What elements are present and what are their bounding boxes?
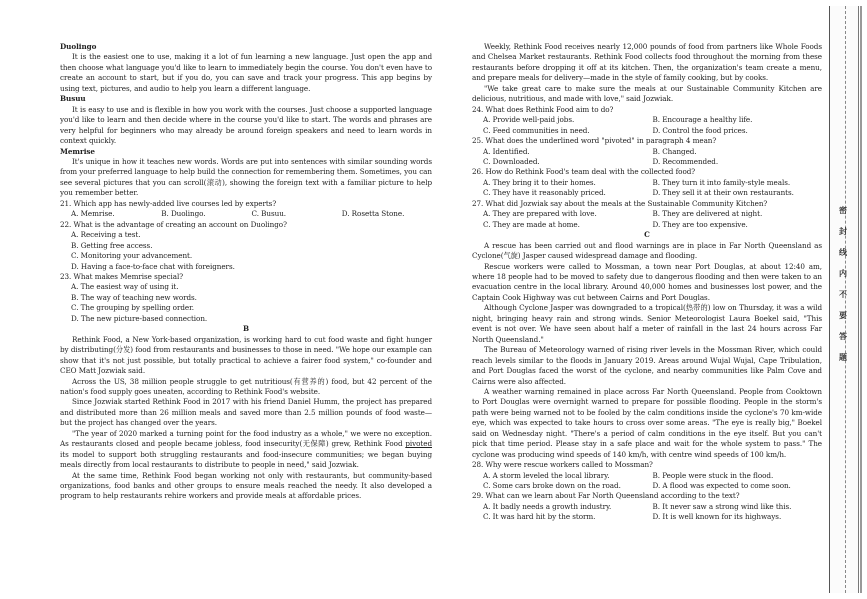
duolingo-paragraph: It is the easiest one to use, making it a lot of fun learning a new language. Just open the app and then choose what language you'd like to learn to immediately begin the course. You don't even have to create an account to start, but if you do, you can save and track your progress. This app begins by using text, pictures, and audio to help you learn a different language. [60, 52, 432, 93]
b-paragraph-4 [60, 429, 432, 471]
option-c: C. Downloaded. [483, 156, 540, 166]
c-paragraph-3: Although Cyclone Jasper was downgraded to a tropical(热带的) low on Thursday, it was a wild night, bringing heavy rain and strong winds. Senior Meteorologist Laura Boekel said, "This event is not over. We have seen about half a meter of rainfall in the last 24 hours across Far North Queensland." [472, 303, 822, 344]
b-paragraph-2: Across the US, 38 million people struggle to get nutritious(有营养的) food, but 42 percent of the nation's food supply goes uneaten, according to Rethink Food's website. [60, 376, 432, 396]
option-b: B. Getting free access. [71, 240, 153, 250]
b-paragraph-4-start: "The year of 2020 marked a turning point for the food industry as a whole," we were no exception. As restaurants closed and people became jobless, food insecurity(无保障) grew, Rethink Food [60, 428, 432, 449]
c-paragraph-5: A weather warning remained in place across Far North Queensland. People from Cooktown to Port Douglas were overnight warned to prepare for possible flooding. People in the storm's path were being warned not to be fooled by the calm conditions inside the cyclone's 70 km-wide eye, which was expected to take hours to cross over some areas. "The eye is really big," Boekel said on Wednesday night. "There's a period of calm conditions in the eye itself. But you can't pick that time period. Please stay in a safe place and wait for the whole system to pass." The cyclone was producing wind speeds of 140 km/h, with centre wind speeds of 100 km/h. [472, 386, 822, 459]
seal-line-char: 要 [839, 311, 847, 320]
option-a: A. They are prepared with love. [483, 209, 597, 219]
question-29: 29. What can we learn about Far North Queensland according to the text? [472, 491, 740, 501]
right-column [472, 42, 822, 523]
question-21-options [60, 209, 432, 219]
memrise-heading: Memrise [60, 146, 95, 156]
option-a: A. Memrise. [71, 209, 115, 219]
question-24-options-2 [472, 126, 822, 136]
c-paragraph-1: A rescue has been carried out and flood warnings are in place in Far North Queensland as Cyclone(气旋) Jasper caused widespread damage and flooding. [472, 240, 822, 261]
option-a: A. A storm leveled the local library. [483, 470, 610, 480]
section-c-heading: C [644, 230, 650, 240]
option-b: B. Encourage a healthy life. [652, 115, 753, 125]
busuu-paragraph: It is easy to use and is flexible in how you work with the courses. Just choose a supported language you'd like to learn and then decide where in the course you'd like to start. The words and phrases are very helpful for beginners who may already be around foreign speakers and need to learn words in context quickly. [60, 104, 432, 146]
seal-line-char: 内 [839, 269, 847, 278]
option-d: D. Recommended. [652, 156, 719, 166]
question-26: 26. How do Rethink Food's team deal with the collected food? [472, 167, 696, 177]
option-d: D. Control the food prices. [652, 125, 748, 135]
question-21: 21. Which app has newly-added live courses led by experts? [60, 198, 277, 208]
section-b-heading: B [242, 324, 250, 334]
question-28-options-2 [472, 481, 822, 491]
option-a: A. Identified. [483, 146, 530, 156]
option-c: C. It was hard hit by the storm. [483, 512, 596, 522]
b-paragraph-4-end: its model to support both struggling restaurants and food-insecure communities; we began buying meals directly from local restaurants to distribute to people in need," said Jozwiak. [60, 449, 432, 470]
option-c: C. The grouping by spelling order. [71, 303, 194, 313]
c-paragraph-4: The Bureau of Meteorology warned of rising river levels in the Mossman River, which could reach levels similar to the floods in January 2019. Areas around Wujal Wujal, Cape Tribulation, and Port Douglas faced the worst of the cyclone, and nearby communities like Palm Cove and Cairns were also affected. [472, 345, 822, 386]
b-paragraph-5: At the same time, Rethink Food began working not only with restaurants, but community-based organizations, food banks and other groups to ensure meals reached the needy. It also developed a program to help restaurants rehire workers and provide meals at affordable prices. [60, 470, 432, 501]
question-26-options-1 [472, 178, 822, 188]
underlined-word: pivoted [405, 439, 432, 449]
busuu-heading: Busuu [60, 94, 86, 104]
question-27: 27. What did Jozwiak say about the meals at the Sustainable Community Kitchen? [472, 198, 768, 208]
question-23: 23. What makes Memrise special? [60, 271, 184, 281]
memrise-paragraph: It's unique in how it teaches new words. Words are put into sentences with similar sounding words from your preferred language to help build the connection for remembering them. Sometimes, you can see several pictures that you can scroll(滚动), showing the foreign text with a familiar picture to help you remember better. [60, 156, 432, 198]
question-25-options-2 [472, 157, 822, 167]
option-b: B. They are delivered at night. [652, 209, 763, 219]
seal-line-char: 线 [839, 248, 847, 257]
option-c: C. Feed communities in need. [483, 125, 590, 135]
option-a: A. It badly needs a growth industry. [483, 501, 612, 511]
duolingo-heading: Duolingo [60, 42, 97, 51]
seal-line-char: 不 [839, 290, 847, 299]
option-b: B. Changed. [652, 146, 697, 156]
seal-line-char: 密 [839, 206, 847, 215]
question-28-options-1 [472, 471, 822, 481]
b-paragraph-6: Weekly, Rethink Food receives nearly 12,000 pounds of food from partners like Whole Foods and Chelsea Market restaurants. Rethink Food collects food throughout the morning from these restaurants before dropping it off at its kitchen. Then, the organization's team create a menu, and prepare meals for delivery—made in the style of family cooking, but by cooks. [472, 42, 822, 83]
question-26-options-2 [472, 188, 822, 198]
question-29-options-1 [472, 502, 822, 512]
option-b: B. The way of teaching new words. [71, 292, 197, 302]
option-d: D. Rosetta Stone. [341, 209, 405, 219]
option-d: D. Having a face-to-face chat with foreigners. [71, 261, 235, 271]
question-24-options-1 [472, 115, 822, 125]
question-22: 22. What is the advantage of creating an account on Duolingo? [60, 219, 287, 229]
question-29-options-2 [472, 512, 822, 522]
c-paragraph-2: Rescue workers were called to Mossman, a town near Port Douglas, at about 12:40 am, where 18 people had to be moved to safety due to dangerous flooding and then were taken to an evacuation centre in the local library. Around 40,000 homes and businesses lost power, and the Captain Cook Highway was cut between Cairns and Port Douglas. [472, 261, 822, 302]
question-28: 28. Why were rescue workers called to Mossman? [472, 460, 653, 470]
question-27-options-2 [472, 220, 822, 230]
option-b: B. It never saw a strong wind like this. [652, 501, 792, 511]
option-d: D. A flood was expected to come soon. [652, 481, 791, 491]
option-a: A. Receiving a test. [71, 230, 141, 240]
option-a: A. They bring it to their homes. [483, 177, 596, 187]
seal-line-char: 题 [839, 353, 847, 362]
option-d: D. The new picture-based connection. [71, 313, 208, 323]
option-a: A. The easiest way of using it. [71, 282, 179, 292]
option-c: C. They have it reasonably priced. [483, 188, 606, 198]
seal-line-notice [833, 200, 853, 368]
question-24: 24. What does Rethink Food aim to do? [472, 104, 614, 114]
option-b: B. They turn it into family-style meals. [652, 177, 791, 187]
option-c: C. Busuu. [251, 209, 287, 219]
option-c: C. Monitoring your advancement. [71, 251, 193, 261]
option-d: D. It is well known for its highways. [652, 512, 782, 522]
b-paragraph-1: Rethink Food, a New York-based organization, is working hard to cut food waste and fight hunger by distributing(分发) food from restaurants and businesses to those in need. "We hope our example can show that it's not just possible, but totally practical to achieve a fairer food system," co-founder and CEO Matt Jozwiak said. [60, 334, 432, 376]
option-c: C. They are made at home. [483, 219, 580, 229]
option-c: C. Some cars broke down on the road. [483, 481, 621, 491]
option-b: B. People were stuck in the flood. [652, 470, 774, 480]
option-a: A. Provide well-paid jobs. [483, 115, 575, 125]
seal-line-char: 答 [839, 332, 847, 341]
margin-rule [860, 6, 862, 593]
b-paragraph-3: Since Jozwiak started Rethink Food in 2017 with his friend Daniel Humm, the project has prepared and distributed more than 26 million meals and saved more than 2.5 million pounds of food waste—but the project has changed over the years. [60, 397, 432, 428]
question-25-options-1 [472, 147, 822, 157]
question-27-options-1 [472, 209, 822, 219]
option-b: B. Duolingo. [161, 209, 206, 219]
seal-line-char: 封 [839, 227, 847, 236]
option-d: D. They sell it at their own restaurants. [652, 188, 794, 198]
left-column [60, 42, 432, 502]
question-25: 25. What does the underlined word "pivoted" in paragraph 4 mean? [472, 136, 717, 146]
option-d: D. They are too expensive. [652, 219, 748, 229]
b-paragraph-7: "We take great care to make sure the meals at our Sustainable Community Kitchen are delicious, nutritious, and made with love," said Jozwiak. [472, 83, 822, 104]
